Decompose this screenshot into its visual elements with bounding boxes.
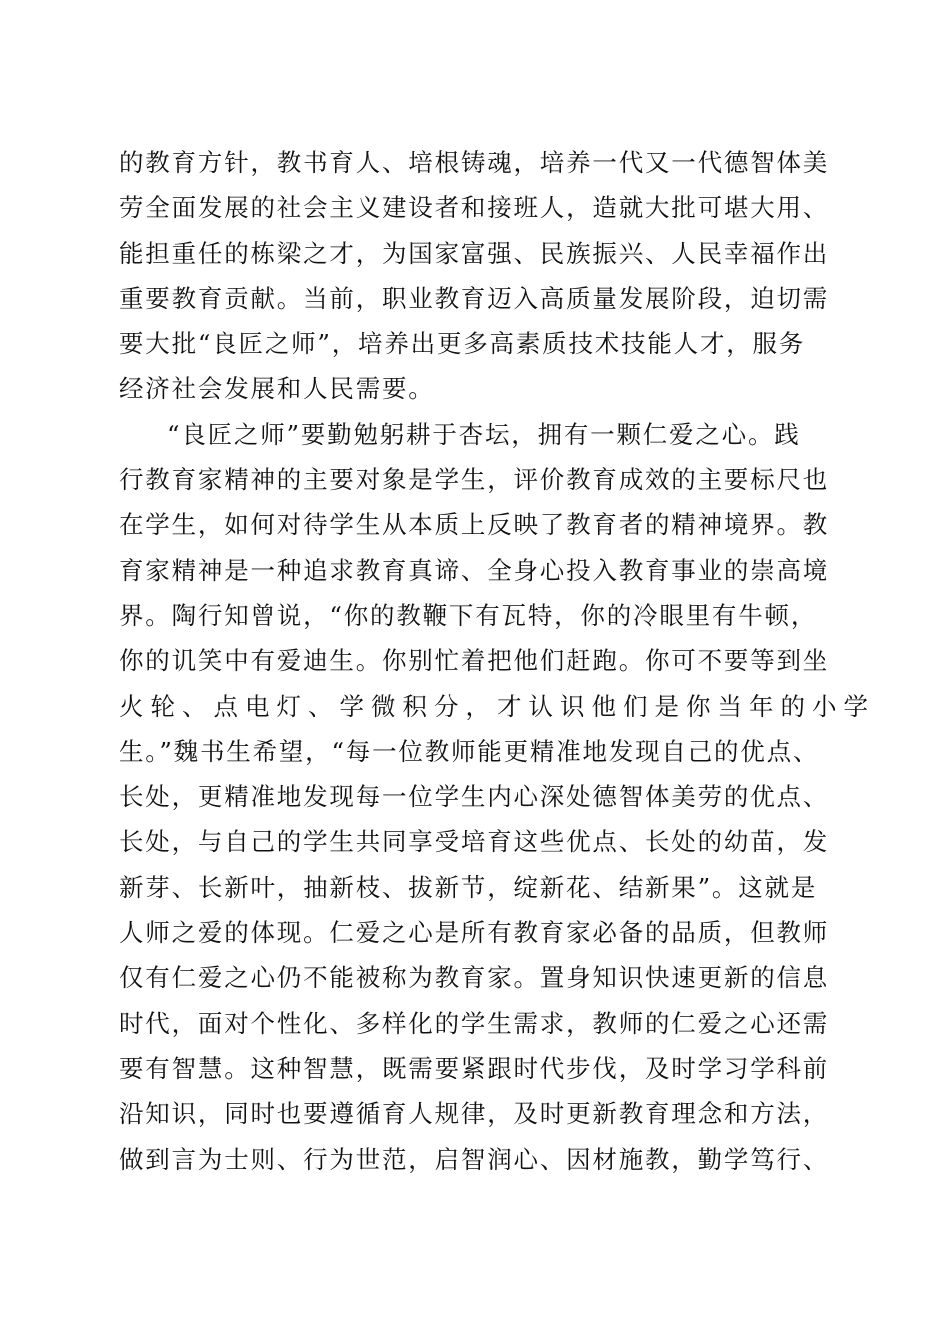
text-line: 行教育家精神的主要对象是学生，评价教育成效的主要标尺也	[119, 465, 830, 495]
text-line: 生。”魏书生希望，“每一位教师能更精准地发现自己的优点、	[119, 736, 820, 766]
text-line: 要有智慧。这种智慧，既需要紧跟时代步伐，及时学习学科前	[119, 1053, 830, 1083]
text-line: 仅有仁爱之心仍不能被称为教育家。置身知识快速更新的信息	[119, 963, 830, 993]
paragraph-2	[119, 412, 875, 1182]
text-line: “良匠之师”要勤勉躬耕于杏坛，拥有一颗仁爱之心。践	[167, 419, 801, 449]
text-line: 做到言为士则、行为世范，启智润心、因材施教，勤学笃行、	[119, 1144, 830, 1174]
text-line: 要大批“良匠之师”，培养出更多高素质技术技能人才，服务	[119, 329, 806, 359]
text-line: 界。陶行知曾说，“你的教鞭下有瓦特，你的冷眼里有牛顿，	[119, 600, 818, 630]
paragraph-1	[119, 140, 839, 412]
text-line: 劳全面发展的社会主义建设者和接班人，造就大批可堪大用、	[119, 193, 830, 223]
text-line: 火轮、点电灯、学微积分，才认识他们是你当年的小学	[119, 691, 875, 721]
text-line: 育家精神是一种追求教育真谛、全身心投入教育事业的崇高境	[119, 555, 830, 585]
text-line: 新芽、长新叶，抽新枝、拔新节，绽新花、结新果”。这就是	[119, 872, 818, 902]
text-line: 重要教育贡献。当前，职业教育迈入高质量发展阶段，迫切需	[119, 283, 830, 313]
text-line: 长处，更精准地发现每一位学生内心深处德智体美劳的优点、	[119, 782, 830, 812]
text-line: 能担重任的栋梁之才，为国家富强、民族振兴、人民幸福作出	[119, 238, 830, 268]
text-line: 长处，与自己的学生共同享受培育这些优点、长处的幼苗，发	[119, 827, 830, 857]
text-line: 沿知识，同时也要遵循育人规律，及时更新教育理念和方法，	[119, 1099, 830, 1129]
text-line: 你的讥笑中有爱迪生。你别忙着把他们赶跑。你可不要等到坐	[119, 646, 830, 676]
text-line: 在学生，如何对待学生从本质上反映了教育者的精神境界。教	[119, 510, 830, 540]
text-line: 的教育方针，教书育人、培根铸魂，培养一代又一代德智体美	[119, 148, 830, 177]
document-body	[119, 140, 875, 1182]
text-line: 人师之爱的体现。仁爱之心是所有教育家必备的品质，但教师	[119, 918, 830, 948]
text-line: 时代，面对个性化、多样化的学生需求，教师的仁爱之心还需	[119, 1008, 830, 1038]
text-line: 经济社会发展和人民需要。	[119, 374, 435, 404]
